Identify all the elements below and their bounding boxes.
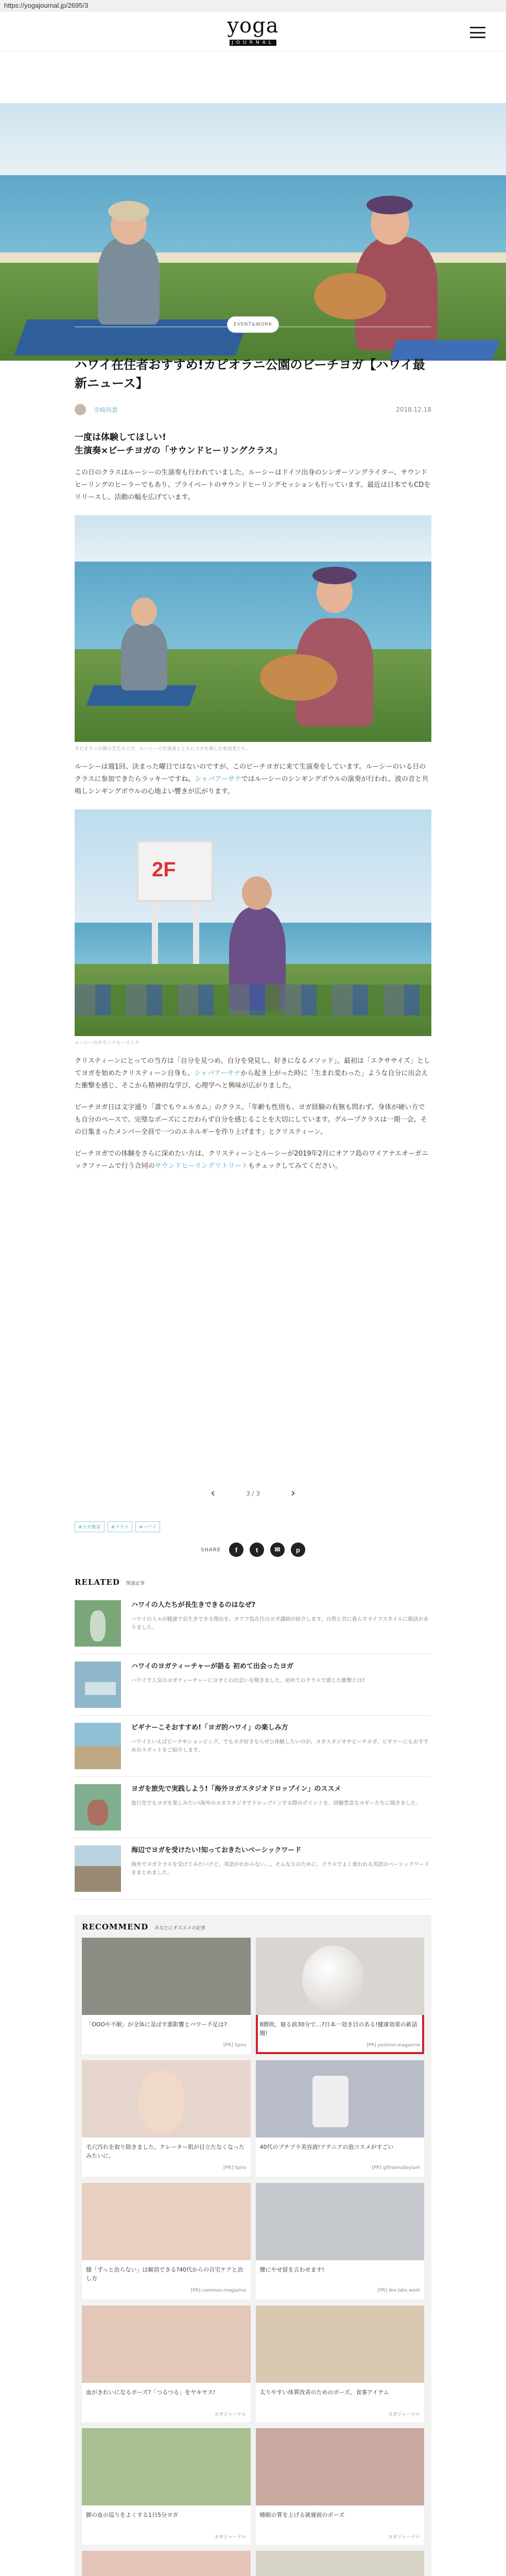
recommend-card[interactable]: 毛穴汚れを取り除きました。クレーター肌が目立たなくなったみたいに、 [PR] Spiro <box>82 2060 251 2177</box>
url-text: https://yogajournal.jp/2695/3 <box>4 2 89 9</box>
recommend-card[interactable]: 太りやすい体質改善のためのポーズ。食事アイテム ヨガジャーナル <box>256 2306 425 2422</box>
category-badge[interactable]: EVENT&WORK <box>227 316 279 333</box>
recommend-grid <box>82 1938 424 2576</box>
related-thumb <box>75 1784 121 1831</box>
related-thumb <box>75 1600 121 1647</box>
post-date: 2018.12.18 <box>396 406 431 413</box>
image-caption-2: ルーシーのサウンドヒーリング <box>75 1041 139 1046</box>
mail-icon[interactable]: ✉ <box>270 1543 285 1557</box>
pinterest-icon[interactable]: p <box>291 1543 305 1557</box>
tag[interactable]: #クラス <box>108 1521 132 1532</box>
tag-list <box>75 1521 431 1532</box>
article-image-1 <box>75 515 431 742</box>
article-title: ハワイ在住者おすすめ!カピオラニ公園のビーチヨガ【ハワイ最新ニュース】 <box>75 358 425 391</box>
recommend-card[interactable]: 40代のプチプラ美容液!アテニアの泡コスメがすごい [PR] gifinomalleylam <box>256 2060 425 2177</box>
paragraph-1: この日のクラスはルーシーの生演奏も行われていました。ルーシーはドイツ出身のシンガーソングライター、サウンドヒーリングのヒーラーでもあり、プライベートのサウンドヒーリングセッションも行っています。最近は日本でもCDをリリースし、活動の幅を広げています。 <box>75 469 431 501</box>
recommend-section <box>75 1915 431 2576</box>
recommend-card[interactable]: 脚の血の巡りをよくする1日5分ヨガ ヨガジャーナル <box>82 2428 251 2545</box>
related-thumb <box>75 1662 121 1708</box>
share-label: SHARE <box>201 1547 221 1553</box>
retreat-link[interactable]: サウンドヒーリングリトリート <box>154 1162 248 1170</box>
recommend-card[interactable] <box>82 2551 251 2576</box>
shavasana-link-2[interactable]: シャバアーサナ <box>194 1070 241 1077</box>
recommend-card[interactable] <box>256 2551 425 2576</box>
author-avatar[interactable] <box>75 404 86 415</box>
prev-page-icon[interactable]: ‹ <box>211 1487 216 1500</box>
related-item[interactable]: 海辺でヨガを受けたい!知っておきたいベーシックワード 海外でヨガクラスを受けてみたいけど、英語がわからない…。そんな方のために、クラスでよく使われる英語のベーシックワードをまとめました。 <box>75 1838 431 1900</box>
image-caption-1: カピオラニ公園の芝生の上で、ルーシーの生演奏とともにヨガを楽しむ参加者たち。 <box>75 747 251 752</box>
tag[interactable]: #ハワイ <box>135 1521 160 1532</box>
recommend-heading: RECOMMEND あなたにオススメの記事 <box>82 1922 206 1931</box>
shavasana-link[interactable]: シャバアーサナ <box>195 775 241 783</box>
recommend-card[interactable]: 腰にやせ留を言わせます! [PR] dre-labs.work <box>256 2183 425 2299</box>
lead-line-1: 一度は体験してほしい! <box>75 432 166 443</box>
recommend-card-highlighted[interactable]: 8勝敗、寝る前30分で…?日本一効き目のある!健康効果の新話題! [PR] yoshino-magazine <box>256 1938 425 2054</box>
recommend-card[interactable]: 膝「ずっと治らない」は解消できる?40代からの自宅ケアと治し方 [PR] common-magazine <box>82 2183 251 2299</box>
menu-icon[interactable] <box>470 27 485 38</box>
paragraph-4: ビーチヨガ日は文字通り「誰でもウェルカム」のクラス。「年齢も性別も、ヨガ経験の有無も問わず、身体が硬い方でも自分のペースで、完璧なポーズにこだわらず自分を感じることを大切にしています。グループクラスは一期一会。その日集まったメンバー全員で一つのエネルギーを作り上げます」とクリスティーン。 <box>75 1104 427 1136</box>
lead-line-2: 生演奏×ビーチヨガの「サウンドヒーリングクラス」 <box>75 446 283 456</box>
related-item[interactable]: ハワイの人たちが長生きできるのはなぜ? ハワイの人々が健康で長生きできる理由を、オアフ島在住のヨガ講師が紹介します。自然と共に暮らすライフスタイルに秘訣がありました。 <box>75 1593 431 1654</box>
article-content <box>75 309 431 2576</box>
logo-wordmark: yoga <box>227 14 279 38</box>
twitter-icon[interactable]: t <box>250 1543 264 1557</box>
address-bar[interactable] <box>0 0 506 11</box>
paragraph-5: ビーチヨガでの体験をさらに深めたい方は、クリスティーンとルーシーが2019年2月にオアフ島のワイアナエオーガニックファームで行う合同のサウンドヒーリングリトリートもチェックしてみてください。 <box>75 1150 428 1170</box>
author-name[interactable]: 寺崎尚貴 <box>93 406 118 414</box>
related-item[interactable]: ハワイのヨガティーチャーが語る 初めて出会ったヨガ ハワイで人気のヨガティーチャーにヨガとの出会いを聞きました。初めてのクラスで感じた衝撃とは? <box>75 1654 431 1716</box>
lead-heading <box>75 431 431 457</box>
related-item[interactable]: ビギナーこそおすすめ!「ヨガ的ハワイ」の楽しみ方 ハワイといえばビーチやショッピング。でもヨガ好きならぜひ体験したいのが、ヨガスタジオやビーチヨガ。ビギナーにもおすすめのスポットをご紹介します。 <box>75 1716 431 1777</box>
article-meta <box>75 404 431 415</box>
page-indicator: 3 / 3 <box>246 1489 260 1497</box>
recommend-card[interactable]: 睡眠の質を上げる就寝前のポーズ ヨガジャーナル <box>256 2428 425 2545</box>
site-logo[interactable] <box>227 15 278 46</box>
related-heading: RELATED 関連記事 <box>75 1578 145 1587</box>
related-list <box>75 1593 431 1900</box>
share-bar <box>75 1543 431 1557</box>
related-thumb <box>75 1845 121 1892</box>
next-page-icon[interactable]: › <box>290 1487 295 1500</box>
paragraph-2: ルーシーは週1回、決まった曜日ではないのですが、このビーチヨガに来て生演奏をしています。ルーシーのいる日のクラスに参加できたらラッキーですね。シャバアーサナではルーシーのシンギングボウルの演奏が行われ、波の音と共鳴しシンギングボウルの心地よい響きが広がります。 <box>75 763 429 795</box>
article-image-2: 2F <box>75 809 431 1036</box>
related-thumb <box>75 1723 121 1769</box>
facebook-icon[interactable]: f <box>229 1543 243 1557</box>
pagination <box>75 1487 431 1500</box>
site-header <box>0 11 506 52</box>
tag[interactable]: #ヨガ教室 <box>75 1521 104 1532</box>
recommend-card[interactable]: 血がきれいになるポーズ?「つるつる」をヤキヤス! ヨガジャーナル <box>82 2306 251 2422</box>
logo-subtitle: JOURNAL <box>230 40 276 46</box>
paragraph-3: クリスティーンにとっての当方は「自分を見つめ、自分を発見し、好きになるメソッド」。最初は「エクササイズ」としてヨガを始めたクリスティーン自身も、シャバアーサナから起き上がった時に「生まれ変わった」ような自分に出会えた衝撃を感じ、そこから精神的な学び、心理学へと興味が広がりました。 <box>75 1057 430 1090</box>
related-item[interactable]: ヨガを旅先で実践しよう!「海外ヨガスタジオドロップイン」のススメ 旅行先でもヨガを楽しみたい!海外のヨガスタジオでドロップインする際のポイントを、経験豊富なヨギーたちに聞きました。 <box>75 1777 431 1838</box>
recommend-card[interactable]: 「OOOや不眠」が全体に及ぼす悪影響とパワー不足は? [PR] Spiro <box>82 1938 251 2054</box>
